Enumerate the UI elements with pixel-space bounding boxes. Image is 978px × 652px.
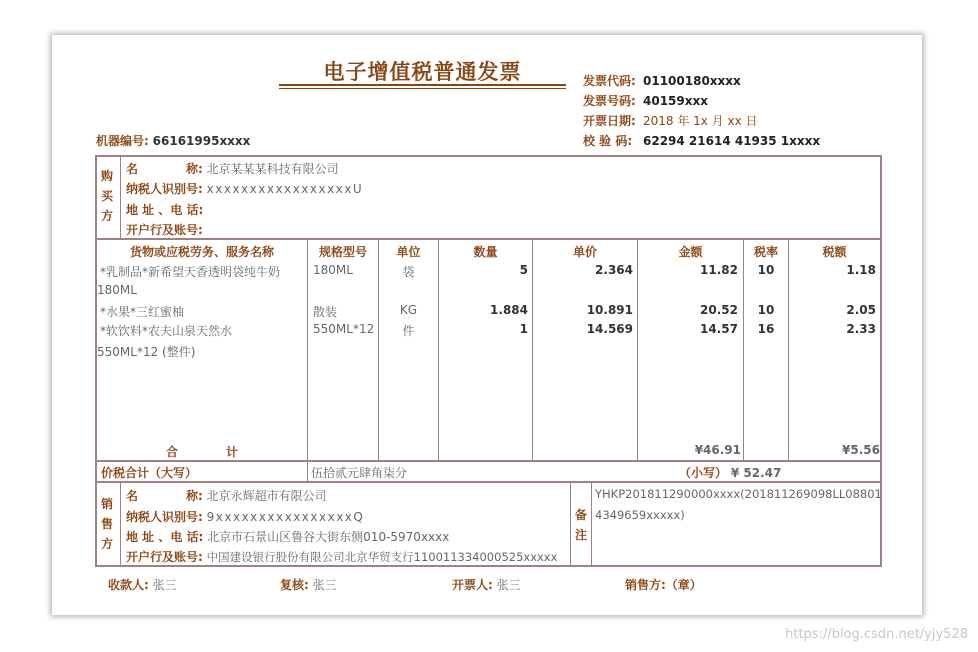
sum-words: 伍拾贰元肆角柒分 xyxy=(311,466,408,480)
invoice-title: 电子增值税普通发票 xyxy=(323,60,522,84)
watermark: https://blog.csdn.net/yjy528 xyxy=(785,627,968,642)
item-unit: 件 xyxy=(402,324,415,338)
invoice-date: 开票日期: 2018 年 1x 月 xx 日 xyxy=(583,114,758,128)
seller-name-row: 名 称: 北京永辉超市有限公司 xyxy=(126,489,327,503)
sum-divider xyxy=(307,462,308,482)
title-underline xyxy=(279,84,566,86)
item-spec: 散装 xyxy=(313,305,338,319)
seller-side-label: 销 售 方 xyxy=(100,497,113,551)
header-spec: 规格型号 xyxy=(318,245,367,259)
col-divider xyxy=(307,240,308,461)
item-amount: 11.82 xyxy=(700,263,738,277)
item-spec: 180ML xyxy=(313,263,353,277)
invoice-number: 发票号码: 40159xxx xyxy=(583,94,708,108)
header-price: 单价 xyxy=(572,245,597,259)
buyer-address-row: 地 址 、电 话: xyxy=(126,203,204,217)
machine-number: 机器编号: 66161995xxxx xyxy=(96,134,251,148)
buyer-name-row: 名 称: 北京某某某科技有限公司 xyxy=(126,162,339,176)
item-rate: 10 xyxy=(757,303,775,317)
item-name: *乳制品*新希望天香透明袋纯牛奶 xyxy=(100,265,281,279)
seller-side-divider xyxy=(120,483,121,566)
footer-seller-seal: 销售方:（章） xyxy=(625,578,702,592)
divider-buyer xyxy=(96,238,881,240)
divider-items xyxy=(96,460,881,462)
title-underline-thin xyxy=(279,88,566,89)
header-unit: 单位 xyxy=(396,245,421,259)
seller-bank-row: 开户行及账号: 中国建设银行股份有限公司北京华贸支行110011334000525xxxxx xyxy=(126,550,558,564)
buyer-side-divider xyxy=(120,157,121,238)
footer-review: 复核: 张三 xyxy=(280,578,337,592)
item-qty: 5 xyxy=(519,263,528,277)
buyer-side-label: 购 买 方 xyxy=(100,169,113,223)
remark-line1: YHKP201811290000xxxx(201811269098LL08801 xyxy=(595,487,882,501)
item-unit: 袋 xyxy=(402,265,415,279)
item-name: *水果*三红蜜柚 xyxy=(100,305,185,319)
header-name: 货物或应税劳务、服务名称 xyxy=(129,245,274,259)
remark-label: 备 注 xyxy=(574,508,587,542)
header-amount: 金额 xyxy=(678,245,703,259)
invoice-check-code: 校 验 码: 62294 21614 41935 1xxxx xyxy=(583,134,821,148)
item-spec: 550ML*12 xyxy=(313,322,375,336)
seller-address-row: 地 址 、电 话: 北京市石景山区鲁谷大街东侧010-5970xxxx xyxy=(126,530,450,544)
item-price: 2.364 xyxy=(595,263,633,277)
buyer-right-edge xyxy=(880,157,882,238)
item-amount: 20.52 xyxy=(700,303,738,317)
item-tax: 2.33 xyxy=(846,322,876,336)
remark-divider xyxy=(570,483,571,566)
seller-taxid-row: 纳税人识别号: 9xxxxxxxxxxxxxxxxQ xyxy=(126,510,365,524)
item-rate: 10 xyxy=(757,263,775,277)
invoice-table xyxy=(95,155,882,567)
total-label: 合 计 xyxy=(165,445,238,459)
item-amount: 14.57 xyxy=(700,322,738,336)
total-amount: ¥46.91 xyxy=(694,443,741,457)
item-name-cont: 180ML xyxy=(97,283,137,297)
item-price: 14.569 xyxy=(586,322,633,336)
header-rate: 税率 xyxy=(753,245,778,259)
header-tax: 税额 xyxy=(822,245,847,259)
footer-payee: 收款人: 张三 xyxy=(108,578,177,592)
sum-small: （小写） ¥ 52.47 xyxy=(679,466,782,480)
item-qty: 1.884 xyxy=(490,303,528,317)
buyer-taxid-row: 纳税人识别号: xxxxxxxxxxxxxxxxxU xyxy=(126,182,364,196)
buyer-bank-row: 开户行及账号: xyxy=(126,223,203,237)
divider-sum xyxy=(96,481,881,483)
item-tax: 2.05 xyxy=(846,303,876,317)
item-price: 10.891 xyxy=(586,303,633,317)
item-rate: 16 xyxy=(757,322,775,336)
item-name-cont: 550ML*12 (整件) xyxy=(97,345,196,359)
item-name: *软饮料*农夫山泉天然水 xyxy=(100,324,233,338)
footer-issuer: 开票人: 张三 xyxy=(452,578,521,592)
item-qty: 1 xyxy=(519,322,528,336)
sum-label: 价税合计（大写） xyxy=(101,466,198,480)
header-qty: 数量 xyxy=(473,245,498,259)
invoice-code: 发票代码: 01100180xxxx xyxy=(583,74,741,88)
remark-label-divider xyxy=(591,483,592,566)
item-tax: 1.18 xyxy=(846,263,876,277)
total-tax: ¥5.56 xyxy=(842,443,880,457)
remark-line2: 4349659xxxxx) xyxy=(595,508,685,522)
item-unit: KG xyxy=(399,303,418,317)
